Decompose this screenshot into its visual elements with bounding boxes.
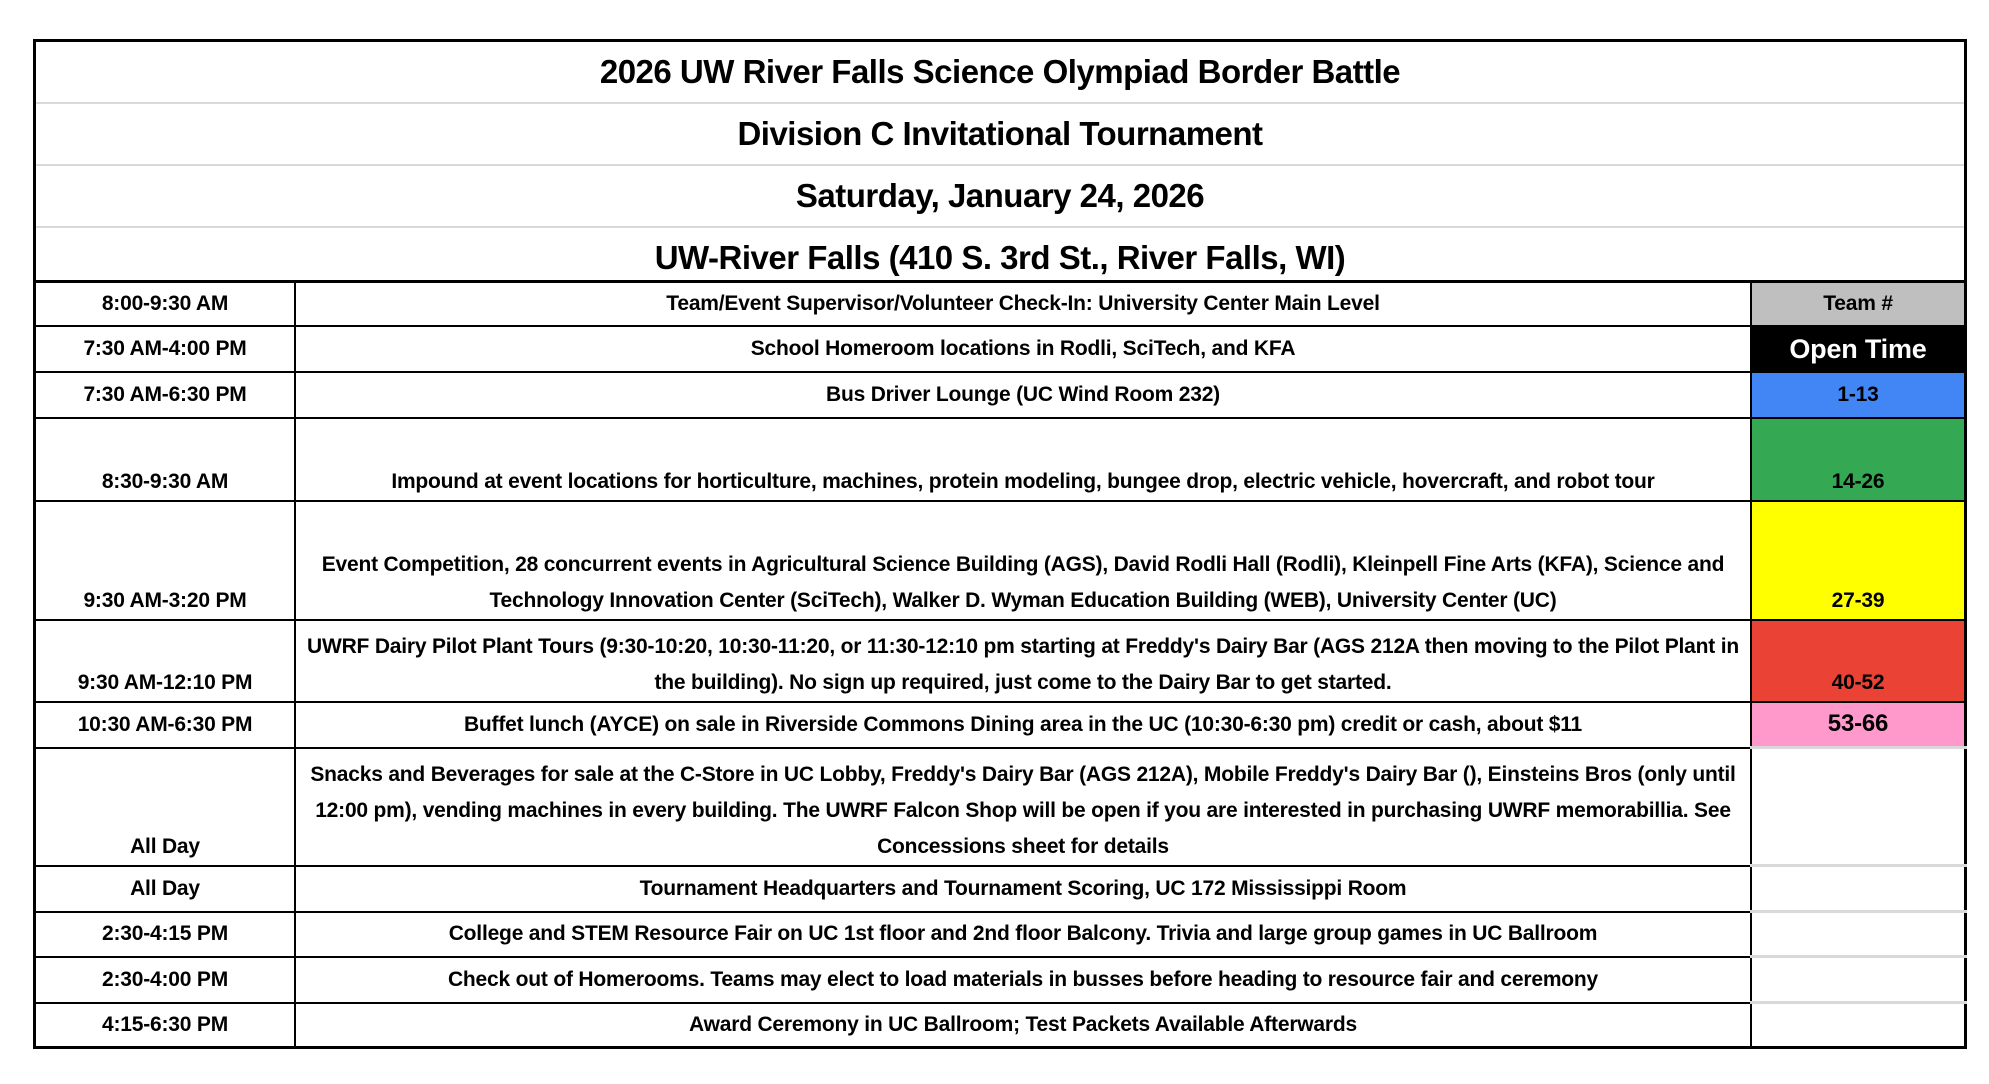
schedule-row xyxy=(35,957,1966,1003)
row-time: 2:30-4:00 PM xyxy=(35,957,296,1003)
row-team-range xyxy=(1751,866,1966,912)
schedule-row xyxy=(35,1003,1966,1048)
schedule-table xyxy=(33,280,1967,1049)
division-title: Division C Invitational Tournament xyxy=(36,104,1964,166)
row-time: 10:30 AM-6:30 PM xyxy=(35,702,296,748)
row-time: 8:30-9:30 AM xyxy=(35,418,296,501)
row-time: 4:15-6:30 PM xyxy=(35,1003,296,1048)
row-team-range xyxy=(1751,912,1966,957)
row-team-range xyxy=(1751,957,1966,1003)
row-event: Check out of Homerooms. Teams may elect to load materials in busses before heading to resource fair and ceremony xyxy=(295,957,1751,1003)
schedule-row xyxy=(35,620,1966,702)
row-team-range: 27-39 xyxy=(1751,501,1966,620)
row-time: 7:30 AM-4:00 PM xyxy=(35,326,296,372)
row-time: 7:30 AM-6:30 PM xyxy=(35,372,296,418)
row-team-range: 53-66 xyxy=(1751,702,1966,748)
row-team-range: Team # xyxy=(1751,282,1966,326)
row-event: Snacks and Beverages for sale at the C-Store in UC Lobby, Freddy's Dairy Bar (AGS 212A), Mobile Freddy's Dairy Bar (), Einsteins Bros (only until 12:00 pm), vending machines in every building. The UWRF Falcon Shop will be open if you are interested in purchasing UWRF memorabillia. See Concessions sheet for details xyxy=(295,748,1751,866)
schedule-row xyxy=(35,326,1966,372)
row-time: 9:30 AM-3:20 PM xyxy=(35,501,296,620)
row-time: 8:00-9:30 AM xyxy=(35,282,296,326)
row-event: Bus Driver Lounge (UC Wind Room 232) xyxy=(295,372,1751,418)
tournament-title: 2026 UW River Falls Science Olympiad Border Battle xyxy=(36,42,1964,104)
row-team-range: 1-13 xyxy=(1751,372,1966,418)
row-time: All Day xyxy=(35,866,296,912)
row-team-range: Open Time xyxy=(1751,326,1966,372)
row-team-range xyxy=(1751,748,1966,866)
row-event: Buffet lunch (AYCE) on sale in Riverside Commons Dining area in the UC (10:30-6:30 pm) credit or cash, about $11 xyxy=(295,702,1751,748)
schedule-row xyxy=(35,912,1966,957)
row-event: Tournament Headquarters and Tournament Scoring, UC 172 Mississippi Room xyxy=(295,866,1751,912)
schedule-header xyxy=(33,39,1967,288)
row-event: College and STEM Resource Fair on UC 1st floor and 2nd floor Balcony. Trivia and large group games in UC Ballroom xyxy=(295,912,1751,957)
row-event: Award Ceremony in UC Ballroom; Test Packets Available Afterwards xyxy=(295,1003,1751,1048)
row-event: Team/Event Supervisor/Volunteer Check-In: University Center Main Level xyxy=(295,282,1751,326)
schedule-row xyxy=(35,702,1966,748)
row-event: UWRF Dairy Pilot Plant Tours (9:30-10:20, 10:30-11:20, or 11:30-12:10 pm starting at Freddy's Dairy Bar (AGS 212A then moving to the Pilot Plant in the building). No sign up required, just come to the Dairy Bar to get started. xyxy=(295,620,1751,702)
schedule-row xyxy=(35,866,1966,912)
schedule-row xyxy=(35,282,1966,326)
row-time: 9:30 AM-12:10 PM xyxy=(35,620,296,702)
row-event: Impound at event locations for horticulture, machines, protein modeling, bungee drop, electric vehicle, hovercraft, and robot tour xyxy=(295,418,1751,501)
schedule-row xyxy=(35,418,1966,501)
schedule-row xyxy=(35,372,1966,418)
tournament-location: UW-River Falls (410 S. 3rd St., River Falls, WI) xyxy=(654,239,1346,276)
row-team-range xyxy=(1751,1003,1966,1048)
tournament-date: Saturday, January 24, 2026 xyxy=(36,166,1964,228)
row-event: Event Competition, 28 concurrent events in Agricultural Science Building (AGS), David Rodli Hall (Rodli), Kleinpell Fine Arts (KFA), Science and Technology Innovation Center (SciTech), Walker D. Wyman Education Building (WEB), University Center (UC) xyxy=(295,501,1751,620)
row-time: All Day xyxy=(35,748,296,866)
row-team-range: 40-52 xyxy=(1751,620,1966,702)
schedule-row xyxy=(35,748,1966,866)
row-event: School Homeroom locations in Rodli, SciTech, and KFA xyxy=(295,326,1751,372)
row-time: 2:30-4:15 PM xyxy=(35,912,296,957)
schedule-row xyxy=(35,501,1966,620)
row-team-range: 14-26 xyxy=(1751,418,1966,501)
